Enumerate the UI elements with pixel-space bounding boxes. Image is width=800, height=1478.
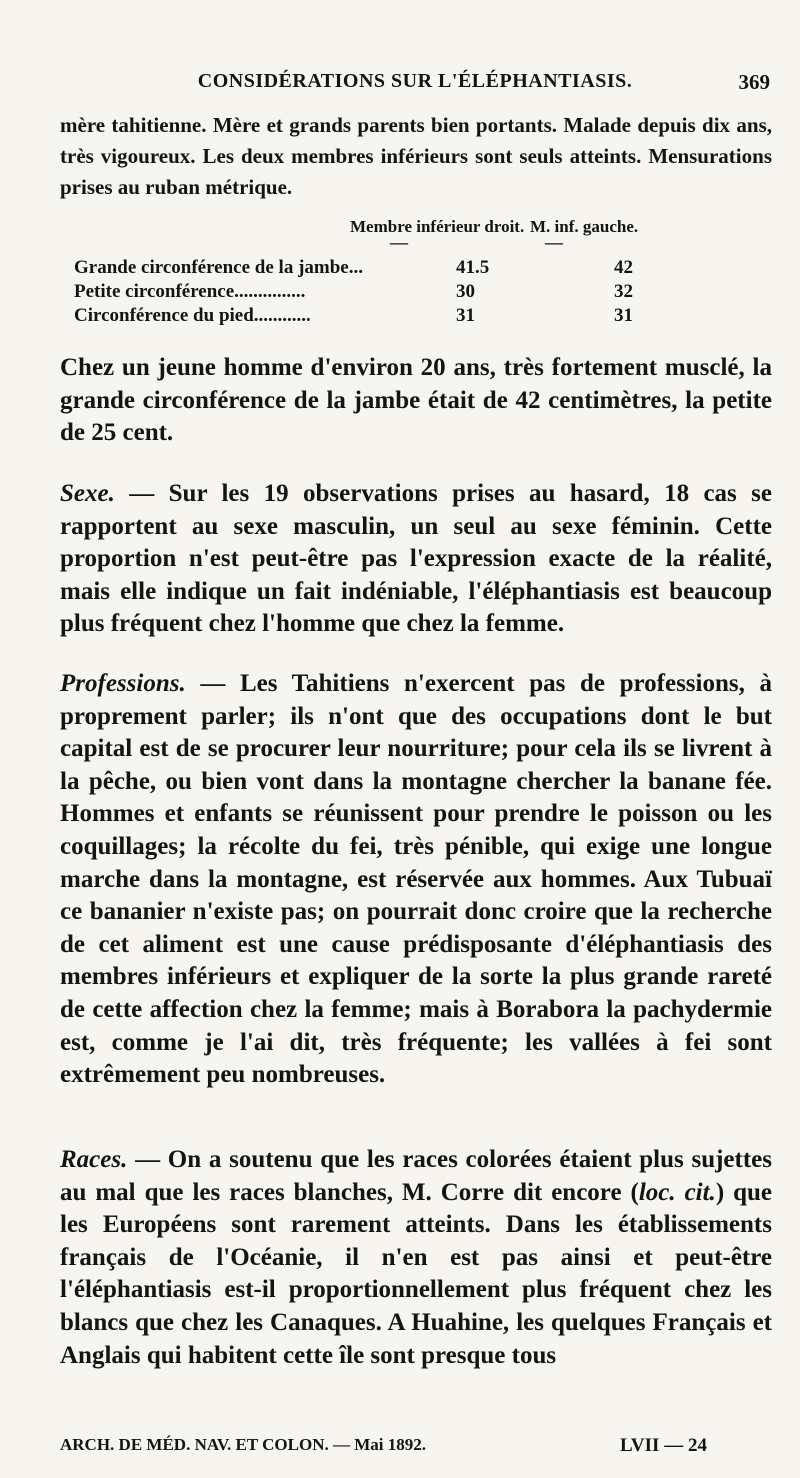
running-title: CONSIDÉRATIONS SUR L'ÉLÉPHANTIASIS. <box>197 70 633 92</box>
row-label: Grande circonférence de la jambe... <box>74 257 363 278</box>
section-heading-races: Races. <box>60 1146 128 1173</box>
running-header <box>60 70 770 100</box>
section-heading-sexe: Sexe. <box>60 480 115 507</box>
journal-reference: ARCH. DE MÉD. NAV. ET COLON. — Mai 1892. <box>60 1435 427 1454</box>
section-heading-professions: Professions. <box>60 670 186 697</box>
page-footer <box>60 1435 770 1465</box>
measurement-row <box>74 281 714 305</box>
value-right: 41.5 <box>456 257 490 278</box>
page-number: 369 <box>738 70 770 94</box>
paragraph-sexe-body: — Sur les 19 observations prises au hasard, 18 cas se rapportent au sexe masculin, un seul au sexe féminin. Cette proportion n'est peut-être pas l'expression exacte de la réalité, mais elle indique un fait indéniable, l'éléphantiasis est beaucoup plus fréquent chez l'homme que chez la femme. <box>60 480 772 638</box>
row-label: Circonférence du pied............ <box>74 305 311 326</box>
column-header-left-limb: M. inf. gauche. <box>530 217 639 236</box>
paragraph-sexe <box>60 478 772 641</box>
value-left: 32 <box>614 281 633 302</box>
citation-loc-cit: loc. cit. <box>638 1178 716 1206</box>
paragraph-races-body-1: — On a soutenu que les races colorées étaient plus sujettes au mal que les races blanches, M. Corre dit encore ( <box>60 1146 772 1206</box>
value-left: 42 <box>614 257 633 278</box>
paragraph-races-body-2: ) que les Européens sont rarement atteints. Dans les établissements français de l'Océanie, il n'en est pas ainsi et peut-être l'éléphantiasis est-il proportionnellement plus fréquent chez les blancs que chez les Canaques. A Huahine, les quelques Français et Anglais qui habitent cette île sont presque tous <box>60 1178 772 1369</box>
measurement-row <box>74 305 714 329</box>
paragraph-professions <box>60 668 772 1092</box>
intro-paragraph: mère tahitienne. Mère et grands parents bien portants. Malade depuis dix ans, très vigoureux. Les deux membres inférieurs sont seuls atteints. Mensurations prises au ruban métrique. <box>60 113 772 199</box>
signature-mark: LVII — 24 <box>620 1435 707 1456</box>
value-right: 30 <box>456 281 475 302</box>
paragraph-young-man: Chez un jeune homme d'environ 20 ans, très fortement musclé, la grande circonférence de la jambe était de 42 centimètres, la petite de 25 cent. <box>60 354 772 447</box>
column-dash-right: — <box>390 232 408 252</box>
paragraph-professions-body: — Les Tahitiens n'exercent pas de professions, à proprement parler; ils n'ont que des occupations dont le but capital est de se procurer leur nourriture; pour cela ils se livrent à la pêche, ou bien vont dans la montagne chercher la banane fée. Hommes et enfants se réunissent pour prendre le poisson ou les coquillages; la récolte du fei, très pénible, qui exige une longue marche dans la montagne, est réservée aux hommes. Aux Tubuaï ce bananier n'existe pas; on pourrait donc croire que la recherche de cet aliment est une cause prédisposante d'éléphantiasis des membres inférieurs et expliquer de la sorte la plus grande rareté de cette affection chez la femme; mais à Borabora la pachydermie est, comme je l'ai dit, très fréquente; les vallées à fei sont extrêmement peu nombreuses. <box>60 670 772 1089</box>
measurement-row <box>74 257 714 281</box>
row-label: Petite circonférence............... <box>74 281 306 302</box>
column-header-right-limb: Membre inférieur droit. <box>350 217 525 236</box>
value-left: 31 <box>614 305 633 326</box>
measurement-table-header <box>60 217 770 243</box>
value-right: 31 <box>456 305 475 326</box>
column-dash-left: — <box>545 232 563 252</box>
paragraph-races <box>60 1144 772 1372</box>
